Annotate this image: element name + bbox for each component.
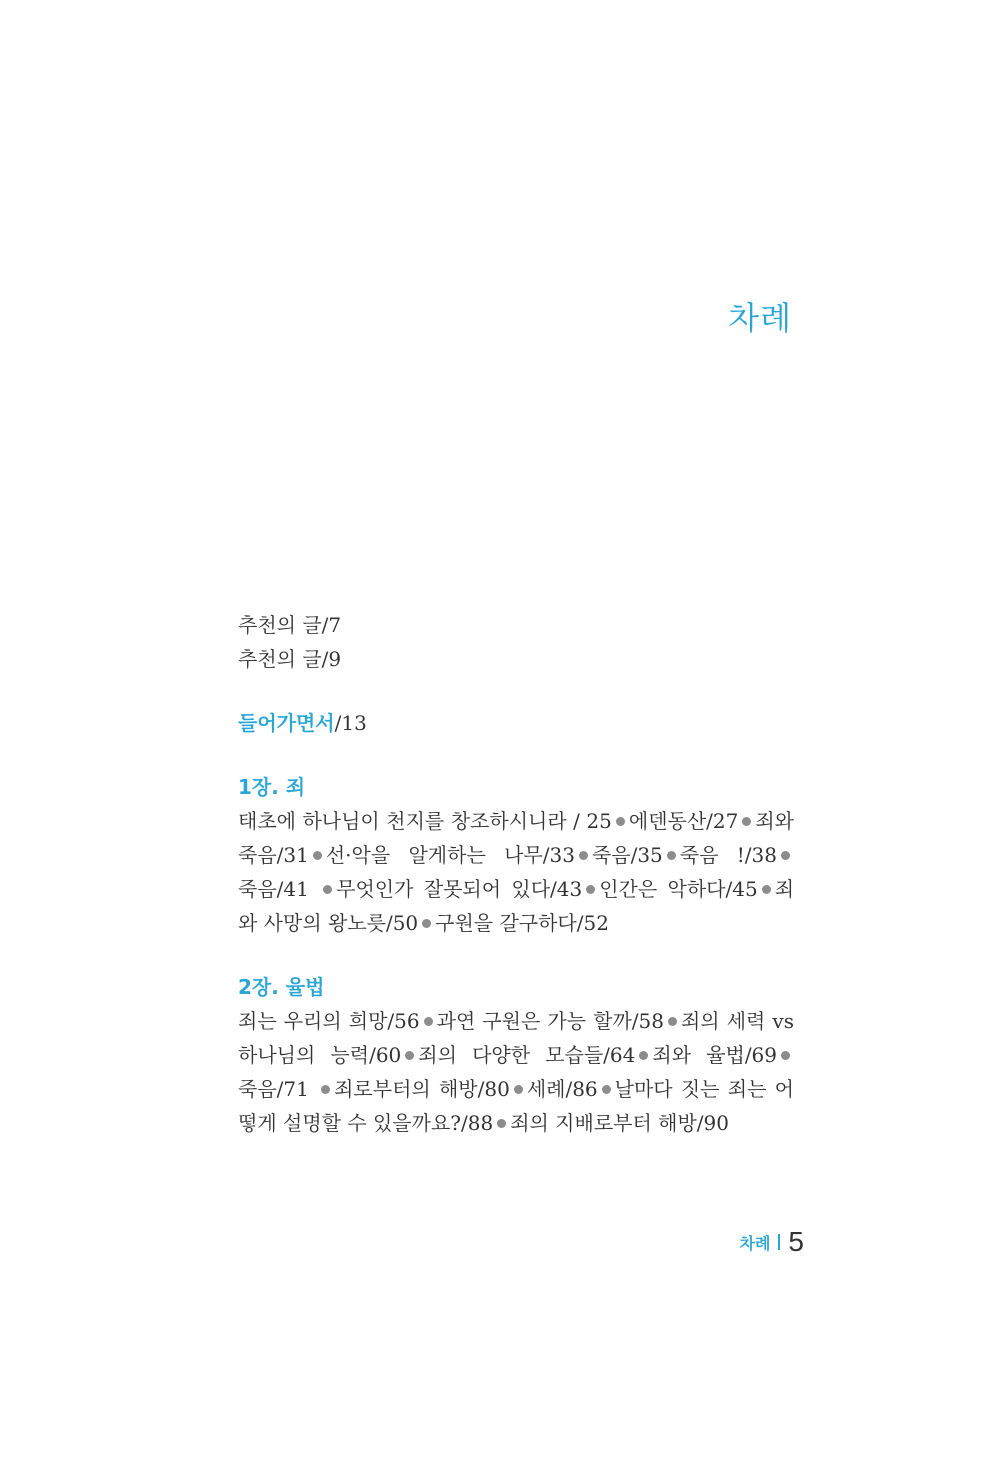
chapter-entries	[238, 804, 794, 940]
toc-entry[interactable]: 죽음/35	[591, 843, 663, 867]
toc-entry[interactable]: 죄의 다양한 모습들/64	[418, 1043, 636, 1067]
bullet-icon	[616, 817, 625, 826]
toc-entry[interactable]: 죄와 사망의 왕노릇/50	[238, 877, 795, 935]
chapter-heading[interactable]: 2장. 율법	[238, 975, 325, 999]
bullet-icon	[762, 885, 771, 894]
bullet-icon	[742, 817, 751, 826]
toc-entry[interactable]: 죄는 우리의 희망/56	[238, 1009, 420, 1033]
page-title: 차례	[728, 299, 792, 337]
toc-intro-label: 들어가면서	[238, 711, 335, 735]
toc-entry[interactable]: 구원을 갈구하다/52	[435, 911, 609, 935]
toc-entry[interactable]: 과연 구원은 가능 할까/58	[436, 1009, 664, 1033]
bullet-icon	[514, 1085, 523, 1094]
toc-entry[interactable]: 죽음 !/38	[679, 843, 777, 867]
bullet-icon	[424, 1017, 433, 1026]
toc-intro[interactable]	[238, 706, 794, 740]
chapter-heading[interactable]: 1장. 죄	[238, 775, 306, 799]
bullet-icon	[781, 851, 790, 860]
bullet-icon	[422, 919, 431, 928]
bullet-icon	[321, 1085, 330, 1094]
toc-intro-page: /13	[334, 711, 367, 735]
bullet-icon	[579, 851, 588, 860]
toc-entry[interactable]: 선·악을 알게하는 나무/33	[325, 843, 575, 867]
toc-entry[interactable]: 인간은 악하다/45	[599, 877, 758, 901]
table-of-contents	[238, 608, 794, 1140]
toc-entry[interactable]: 태초에 하나님이 천지를 창조하시니라 / 25	[238, 809, 612, 833]
toc-entry[interactable]: 죄와 죽음/31	[238, 809, 794, 867]
bullet-icon	[639, 1051, 648, 1060]
toc-entry[interactable]: 에덴동산/27	[628, 809, 739, 833]
bullet-icon	[313, 851, 322, 860]
bullet-icon	[323, 885, 332, 894]
bullet-icon	[586, 885, 595, 894]
bullet-icon	[781, 1051, 790, 1060]
toc-front-item[interactable]: 추천의 글/9	[238, 647, 342, 671]
toc-entry[interactable]: 죄의 세력 vs 하나님의 능력/60	[238, 1009, 794, 1067]
running-header-label: 차례	[739, 1233, 771, 1253]
toc-front-item[interactable]: 추천의 글/7	[238, 613, 342, 637]
toc-entry[interactable]: 날마다 짓는 죄는 어떻게 설명할 수 있을까요?/88	[238, 1077, 795, 1135]
footer-divider	[778, 1234, 780, 1250]
bullet-icon	[667, 851, 676, 860]
page-number: 5	[788, 1226, 804, 1257]
bullet-icon	[497, 1119, 506, 1128]
page-footer	[740, 1226, 805, 1258]
toc-entry[interactable]: 죄와 율법/69	[652, 1043, 778, 1067]
toc-entry[interactable]: 죽음/41	[238, 877, 309, 901]
bullet-icon	[668, 1017, 677, 1026]
toc-entry[interactable]: 죄로부터의 해방/80	[334, 1077, 510, 1101]
toc-entry[interactable]: 무엇인가 잘못되어 있다/43	[336, 877, 583, 901]
toc-entry[interactable]: 죄의 지배로부터 해방/90	[510, 1111, 729, 1135]
bullet-icon	[602, 1085, 611, 1094]
toc-entry[interactable]: 세례/86	[526, 1077, 598, 1101]
toc-entry[interactable]: 죽음/71	[238, 1077, 309, 1101]
bullet-icon	[405, 1051, 414, 1060]
chapter-entries	[238, 1004, 794, 1140]
